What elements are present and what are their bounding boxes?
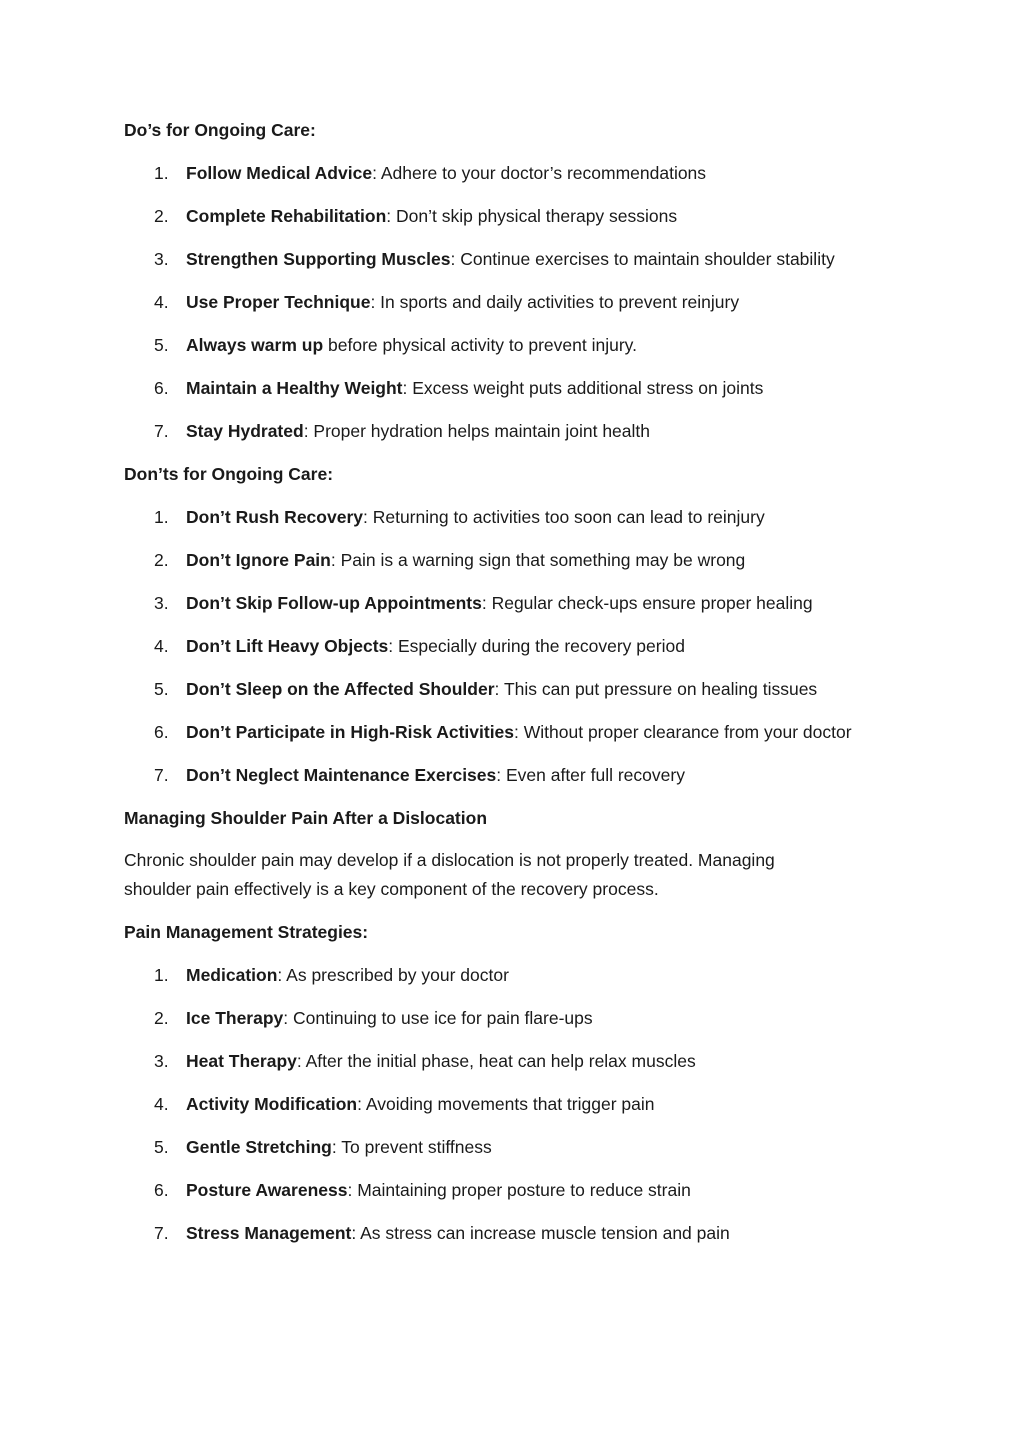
document-page: [124, 118, 904, 1264]
item-number: 6.: [154, 722, 169, 742]
item-text: : Don’t skip physical therapy sessions: [386, 206, 678, 226]
item-number: 7.: [154, 421, 169, 441]
managing-heading: Managing Shoulder Pain After a Dislocation: [124, 808, 488, 828]
item-term: Don’t Rush Recovery: [186, 507, 363, 527]
item-number: 4.: [154, 1094, 169, 1114]
list-item: [124, 333, 904, 357]
list-item: [124, 677, 904, 701]
item-term: Always warm up: [186, 335, 324, 355]
item-number: 6.: [154, 1180, 169, 1200]
item-text: : Excess weight puts additional stress on joints: [402, 378, 764, 398]
item-number: 3.: [154, 593, 169, 613]
item-number: 7.: [154, 765, 169, 785]
item-term: Complete Rehabilitation: [186, 206, 387, 226]
list-item: [124, 963, 904, 987]
item-text: : As stress can increase muscle tension and pain: [351, 1223, 730, 1243]
item-number: 4.: [154, 636, 169, 656]
list-item: [124, 505, 904, 529]
item-text: : Without proper clearance from your doctor: [514, 722, 852, 742]
item-number: 5.: [154, 335, 169, 355]
list-item: [124, 376, 904, 400]
list-item: [124, 1178, 904, 1202]
item-text: : Even after full recovery: [496, 765, 685, 785]
item-term: Activity Modification: [186, 1094, 358, 1114]
list-item: [124, 634, 904, 658]
donts-list: [124, 505, 904, 787]
item-term: Maintain a Healthy Weight: [186, 378, 403, 398]
item-text: : This can put pressure on healing tissues: [494, 679, 818, 699]
donts-heading: Don’ts for Ongoing Care:: [124, 464, 334, 484]
item-term: Gentle Stretching: [186, 1137, 332, 1157]
list-item: [124, 548, 904, 572]
item-term: Posture Awareness: [186, 1180, 348, 1200]
list-item: [124, 290, 904, 314]
list-item: [124, 720, 904, 744]
item-number: 3.: [154, 1051, 169, 1071]
list-item: [124, 419, 904, 443]
strategies-heading: Pain Management Strategies:: [124, 922, 369, 942]
item-number: 2.: [154, 1008, 169, 1028]
list-item: [124, 247, 904, 271]
strategies-list: [124, 963, 904, 1245]
list-item: [124, 1049, 904, 1073]
item-text: : To prevent stiffness: [331, 1137, 492, 1157]
item-number: 2.: [154, 550, 169, 570]
item-term: Don’t Skip Follow-up Appointments: [186, 593, 482, 613]
item-term: Stay Hydrated: [186, 421, 304, 441]
list-item: [124, 763, 904, 787]
item-number: 2.: [154, 206, 169, 226]
item-term: Heat Therapy: [186, 1051, 297, 1071]
item-number: 1.: [154, 507, 169, 527]
item-text: : Regular check-ups ensure proper healing: [481, 593, 813, 613]
item-number: 1.: [154, 163, 169, 183]
item-number: 1.: [154, 965, 169, 985]
item-text: : In sports and daily activities to prevent reinjury: [370, 292, 740, 312]
item-text: : Maintaining proper posture to reduce strain: [347, 1180, 691, 1200]
list-item: [124, 161, 904, 185]
item-text: : Continuing to use ice for pain flare-ups: [283, 1008, 593, 1028]
item-term: Medication: [186, 965, 278, 985]
list-item: [124, 1092, 904, 1116]
item-number: 4.: [154, 292, 169, 312]
item-text: : Adhere to your doctor’s recommendations: [372, 163, 707, 183]
item-text: : Avoiding movements that trigger pain: [357, 1094, 655, 1114]
list-item: [124, 1006, 904, 1030]
managing-paragraph: Chronic shoulder pain may develop if a dislocation is not properly treated. Managing shoulder pain effectively is a key component of the recovery process.: [124, 850, 775, 899]
item-term: Don’t Participate in High-Risk Activities: [186, 722, 515, 742]
item-text: : After the initial phase, heat can help relax muscles: [296, 1051, 696, 1071]
list-item: [124, 1221, 904, 1245]
item-term: Follow Medical Advice: [186, 163, 373, 183]
item-number: 6.: [154, 378, 169, 398]
item-number: 3.: [154, 249, 169, 269]
item-term: Ice Therapy: [186, 1008, 284, 1028]
item-term: Don’t Ignore Pain: [186, 550, 331, 570]
list-item: [124, 1135, 904, 1159]
item-text: : Proper hydration helps maintain joint health: [303, 421, 651, 441]
item-number: 5.: [154, 679, 169, 699]
item-term: Strengthen Supporting Muscles: [186, 249, 451, 269]
item-text: : As prescribed by your doctor: [277, 965, 509, 985]
item-number: 5.: [154, 1137, 169, 1157]
list-item: [124, 204, 904, 228]
item-term: Don’t Neglect Maintenance Exercises: [186, 765, 497, 785]
item-text: before physical activity to prevent injury.: [323, 335, 637, 355]
item-text: : Continue exercises to maintain shoulder stability: [450, 249, 835, 269]
item-number: 7.: [154, 1223, 169, 1243]
item-term: Use Proper Technique: [186, 292, 371, 312]
dos-list: [124, 161, 904, 443]
item-term: Stress Management: [186, 1223, 352, 1243]
item-term: Don’t Lift Heavy Objects: [186, 636, 389, 656]
list-item: [124, 591, 904, 615]
dos-heading: Do’s for Ongoing Care:: [124, 120, 316, 140]
item-text: : Returning to activities too soon can lead to reinjury: [362, 507, 765, 527]
item-term: Don’t Sleep on the Affected Shoulder: [186, 679, 495, 699]
item-text: : Pain is a warning sign that something may be wrong: [330, 550, 746, 570]
item-text: : Especially during the recovery period: [388, 636, 685, 656]
